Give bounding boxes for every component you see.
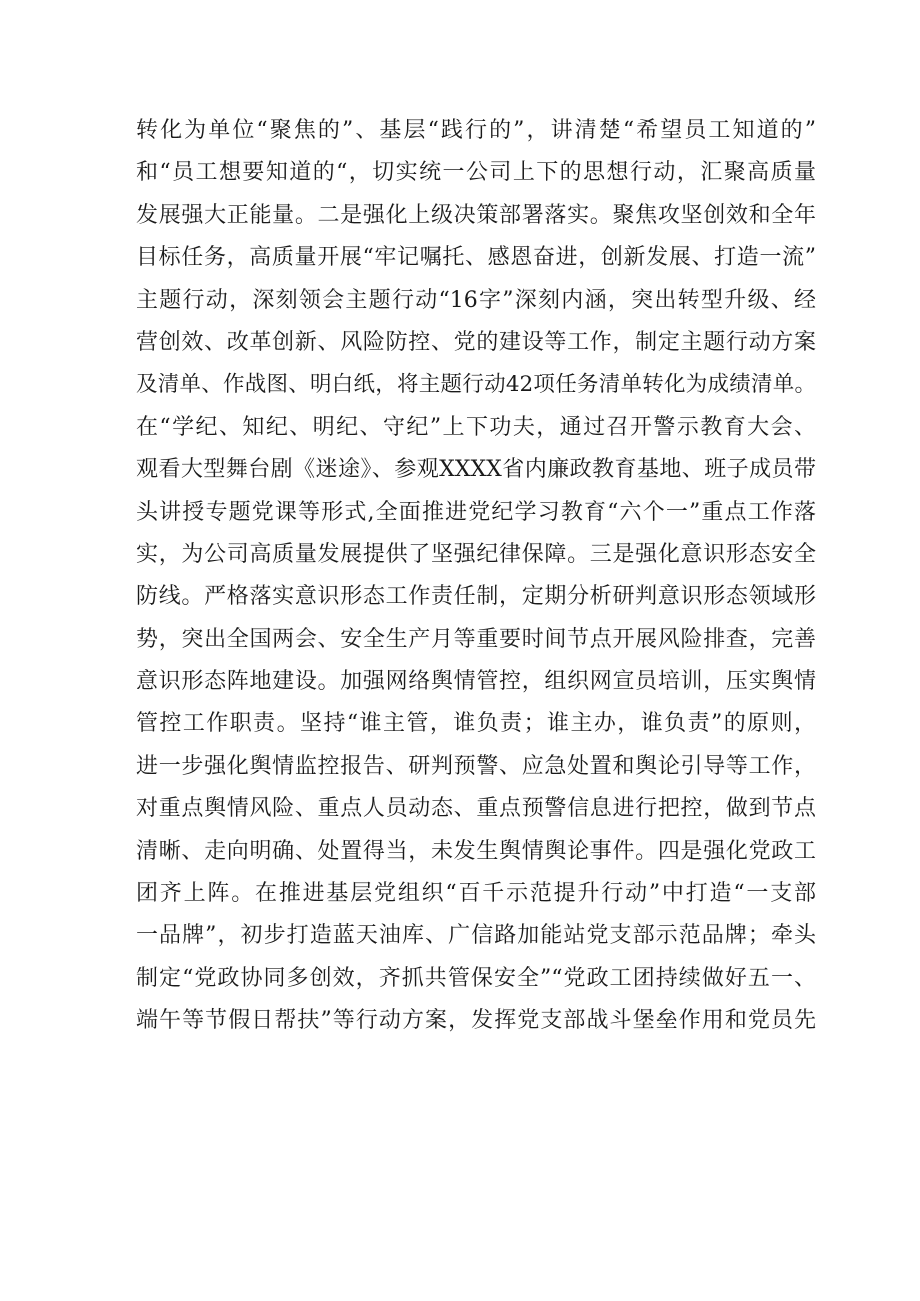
text-line-13: 势，突出全国两会、安全生产月等重要时间节点开展风险排查，完善 [136,626,816,652]
text-line-21: 制定“党政协同多创效，齐抓共管保安全”“党政工团持续做好五一、 [136,965,816,991]
text-line-12: 防线。严格落实意识形态工作责任制，定期分析研判意识形态领域形 [136,584,816,610]
text-line-5: 主题行动，深刻领会主题行动“16字”深刻内涵，突出转型升级、经 [136,287,816,313]
body-paragraph [136,110,816,1043]
text-line-9: 观看大型舞台剧《迷途》、参观XXXX省内廉政教育基地、班子成员带 [136,457,816,483]
text-line-19: 团齐上阵。在推进基层党组织“百千示范提升行动”中打造“一支部 [136,881,816,907]
text-line-15: 管控工作职责。坚持“谁主管，谁负责；谁主办，谁负责”的原则， [136,711,816,737]
text-line-14: 意识形态阵地建设。加强网络舆情管控，组织网宣员培训，压实舆情 [136,669,816,695]
text-line-2: 和“员工想要知道的“，切实统一公司上下的思想行动，汇聚高质量 [136,160,816,186]
text-line-22: 端午等节假日帮扶”等行动方案，发挥党支部战斗堡垒作用和党员先 [136,1008,816,1034]
text-line-20: 一品牌”，初步打造蓝天油库、广信路加能站党支部示范品牌；牵头 [136,923,816,949]
text-line-3: 发展强大正能量。二是强化上级决策部署落实。聚焦攻坚创效和全年 [136,202,816,228]
text-line-11: 实，为公司高质量发展提供了坚强纪律保障。三是强化意识形态安全 [136,541,816,567]
text-line-18: 清晰、走向明确、处置得当，未发生舆情舆论事件。四是强化党政工 [136,838,816,864]
text-line-6: 营创效、改革创新、风险防控、党的建设等工作，制定主题行动方案 [136,329,816,355]
text-line-7: 及清单、作战图、明白纸，将主题行动42项任务清单转化为成绩清单。 [136,372,816,398]
text-line-1: 转化为单位“聚焦的”、基层“践行的”，讲清楚“希望员工知道的” [136,118,816,143]
text-line-10: 头讲授专题党课等形式,全面推进党纪学习教育“六个一”重点工作落 [136,499,816,525]
text-line-4: 目标任务，高质量开展“牢记嘱托、感恩奋进，创新发展、打造一流” [136,245,816,271]
text-line-16: 进一步强化舆情监控报告、研判预警、应急处置和舆论引导等工作， [136,753,816,779]
text-line-8: 在“学纪、知纪、明纪、守纪”上下功夫，通过召开警示教育大会、 [136,414,816,440]
text-line-17: 对重点舆情风险、重点人员动态、重点预警信息进行把控，做到节点 [136,796,816,822]
